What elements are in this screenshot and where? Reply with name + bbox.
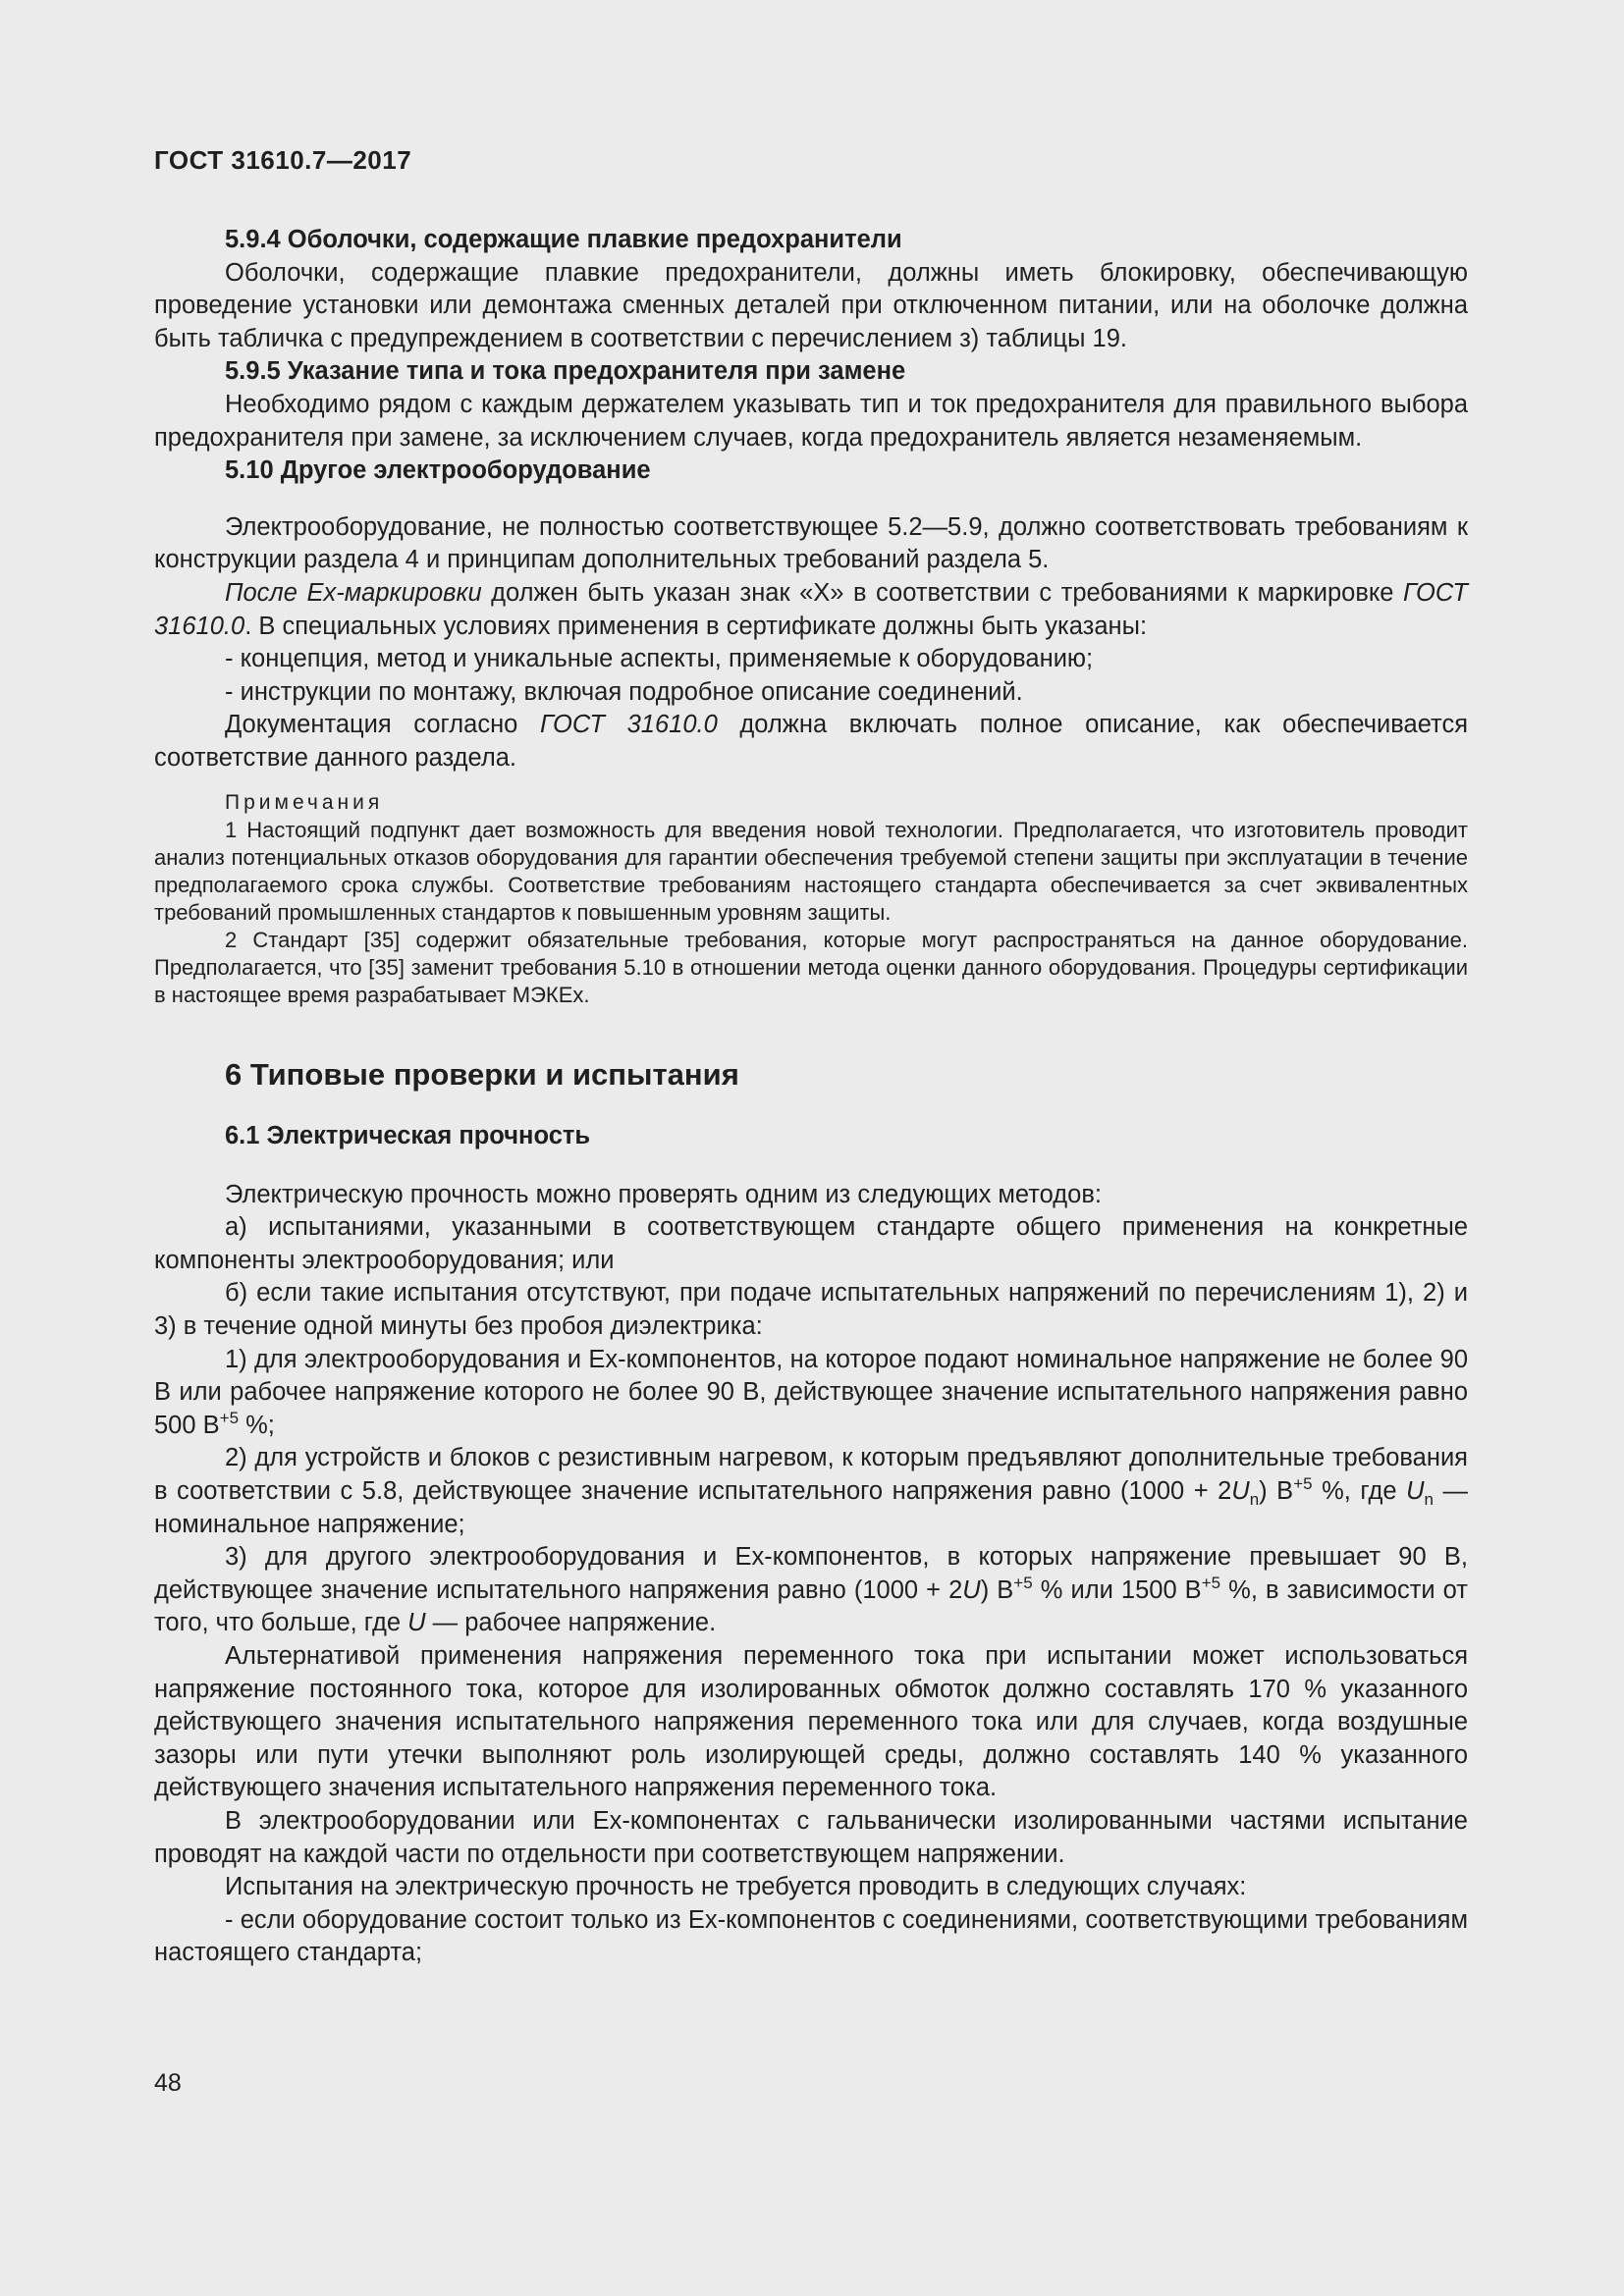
- section-6-1-intro: Электрическую прочность можно проверять одним из следующих методов:: [225, 1180, 1102, 1208]
- list-item-3: 3) для другого электрооборудования и Ех-компонентов, в которых напряжение превышает 90 В, действующее значение испытательного напряжения равно (1000 + 2U) $В^{+5}$ % или 1500 $В^{+5}$ %, в зависимости от того, что больше, где U — рабочее напряжение.: [154, 1543, 1468, 1637]
- list-item-b: б) если такие испытания отсутствуют, при подаче испытательных напряжений по перечислениям 1), 2) и 3) в течение одной минуты без пробоя диэлектрика:: [154, 1279, 1468, 1341]
- section-5-9-5-title: 5.9.5 Указание типа и тока предохранителя при замене: [225, 357, 906, 386]
- notes-title: Примечания: [225, 790, 384, 814]
- section-5-10-paragraph-3: Документация согласно ГОСТ 31610.0 должна включать полное описание, как обеспечивается соответствие данного раздела.: [154, 711, 1468, 772]
- note-2: 2 Стандарт [35] содержит обязательные требования, которые могут распространяться на данное оборудование. Предполагается, что [35] заменит требования 5.10 в отношении метода оценки данного оборудования. Процедуры сертификации в настоящее время разрабатывает МЭКЕх.: [154, 927, 1468, 1007]
- galvanic-isolation-paragraph: В электрооборудовании или Ех-компонентах с гальванически изолированными частями испытание проводят на каждой части по отдельности при соответствующем напряжении.: [154, 1806, 1468, 1868]
- list-item-a: а) испытаниями, указанными в соответствующем стандарте общего применения на конкретные компоненты электрооборудования; или: [154, 1213, 1468, 1274]
- list-item-1: 1) для электрооборудования и Ех-компонентов, на которое подают номинальное напряжение не более 90 В или рабочее напряжение которого не более 90 В, действующее значение испытательного напряжения равно 500 $В^{+5}$ %;: [154, 1345, 1468, 1439]
- section-5-10-title: 5.10 Другое электрооборудование: [225, 456, 651, 485]
- section-6-title: 6 Типовые проверки и испытания: [225, 1056, 739, 1092]
- document-body: [154, 224, 1468, 1970]
- emphasis-ex-marking: После Ех-маркировки: [225, 578, 482, 607]
- emphasis-gost-reference: ГОСТ 31610.0: [539, 711, 718, 739]
- list-item-2: 2) для устройств и блоков с резистивным нагревом, к которым предъявляют дополнительные требования в соответствии с 5.8, действующее значение испытательного напряжения равно $(1000 + 2U_n)$ $В^{+5}$ %, где $U_n$ — номинальное напряжение;: [154, 1444, 1468, 1538]
- list-item: - инструкции по монтажу, включая подробное описание соединений.: [225, 677, 1023, 706]
- section-5-9-4-title: 5.9.4 Оболочки, содержащие плавкие предохранители: [225, 226, 902, 253]
- document-header: ГОСТ 31610.7—2017: [154, 145, 412, 175]
- section-5-9-5-text: Необходимо рядом с каждым держателем указывать тип и ток предохранителя для правильного выбора предохранителя при замене, за исключением случаев, когда предохранитель является незаменяемым.: [154, 390, 1468, 452]
- emphasis-gost-reference: ГОСТ 31610.0: [154, 578, 1468, 640]
- page-number: 48: [154, 2069, 182, 2097]
- notes-block: [154, 789, 1468, 1009]
- section-6-1-title: 6.1 Электрическая прочность: [225, 1122, 591, 1150]
- section-5-10-paragraph-2: После Ех-маркировки должен быть указан знак «X» в соответствии с требованиями к маркировке ГОСТ 31610.0. В специальных условиях применения в сертификате должны быть указаны:: [154, 578, 1468, 640]
- note-1: 1 Настоящий подпункт дает возможность для введения новой технологии. Предполагается, что изготовитель проводит анализ потенциальных отказов оборудования для гарантии обеспечения требуемой степени защиты при эксплуатации в течение предполагаемого срока службы. Соответствие требованиям настоящего стандарта обеспечивается за счет эквивалентных требований промышленных стандартов к повышенным уровням защиты.: [154, 817, 1468, 925]
- not-required-paragraph: Испытания на электрическую прочность не требуется проводить в следующих случаях:: [225, 1873, 1247, 1901]
- list-item: - если оборудование состоит только из Ех-компонентов с соединениями, соответствующими требованиям настоящего стандарта;: [154, 1905, 1468, 1967]
- alternative-dc-paragraph: Альтернативой применения напряжения переменного тока при испытании может использоваться напряжение постоянного тока, которое для изолированных обмоток должно составлять 170 % указанного действующего значения испытательного напряжения переменного тока или для случаев, когда воздушные зазоры или пути утечки выполняют роль изолирующей среды, должно составлять 140 % указанного действующего значения испытательного напряжения переменного тока.: [154, 1642, 1468, 1802]
- section-5-10-paragraph-1: Электрооборудование, не полностью соответствующее 5.2—5.9, должно соответствовать требованиям к конструкции раздела 4 и принципам дополнительных требований раздела 5.: [154, 512, 1468, 574]
- section-5-9-4-text: Оболочки, содержащие плавкие предохранители, должны иметь блокировку, обеспечивающую проведение установки или демонтажа сменных деталей при отключенном питании, или на оболочке должна быть табличка с предупреждением в соответствии с перечислением з) таблицы 19.: [154, 258, 1468, 352]
- list-item: - концепция, метод и уникальные аспекты, применяемые к оборудованию;: [225, 645, 1094, 673]
